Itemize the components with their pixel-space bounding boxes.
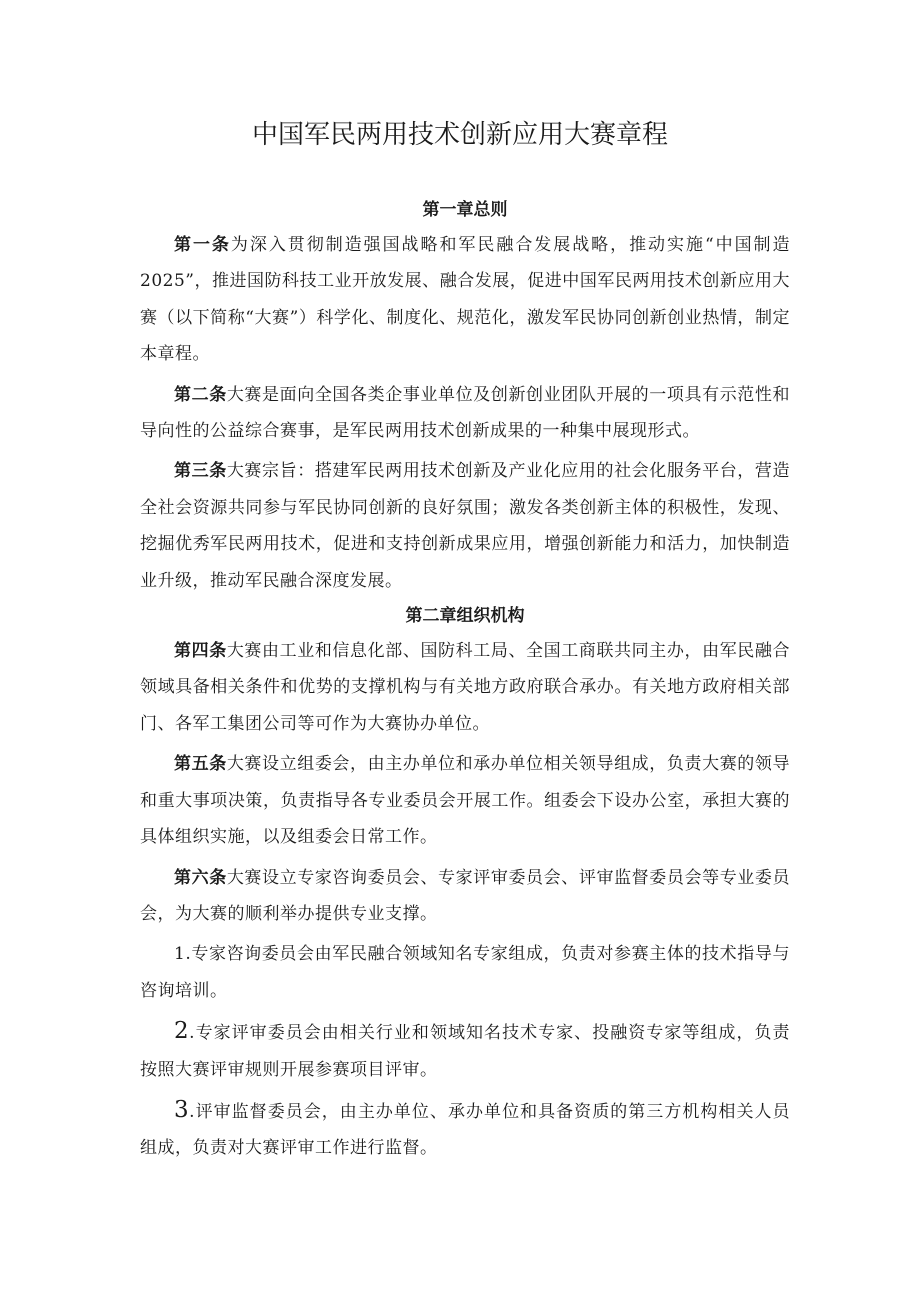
chapter-2-heading: 第二章组织机构: [405, 606, 525, 627]
article-2: [140, 377, 790, 450]
sub-item-2: [140, 1013, 790, 1088]
article-1-text: 为深入贯彻制造强国战略和军民融合发展战略，推动实施“中国制造2025”，推进国防科技工业开放发展、融合发展，促进中国军民两用技术创新应用大赛（以下简称“大赛”）科学化、制度化、规范化，激发军民协同创新创业热情，制定本章程。: [140, 235, 790, 365]
article-4: [140, 633, 790, 742]
sub-item-3-text: .评审监督委员会，由主办单位、承办单位和具备资质的第三方机构相关人员组成，负责对大赛评审工作进行监督。: [140, 1101, 790, 1159]
chapter-1-heading: 第一章总则: [422, 200, 508, 220]
article-2-label: 第二条: [174, 384, 227, 405]
article-3: [140, 453, 790, 599]
article-5: [140, 746, 790, 855]
sub-item-1: [140, 936, 790, 1009]
article-6-label: 第六条: [174, 867, 227, 888]
article-4-label: 第四条: [174, 641, 227, 662]
sub-item-3: [140, 1092, 790, 1167]
document-title: 中国军民两用技术创新应用大赛章程: [251, 120, 668, 150]
sub-item-1-text: 专家咨询委员会由军民融合领域知名专家组成，负责对参赛主体的技术指导与咨询培训。: [140, 944, 790, 1001]
article-6: [140, 860, 790, 933]
document-body: [140, 193, 790, 1167]
article-6-text: 大赛设立专家咨询委员会、专家评审委员会、评审监督委员会等专业委员会，为大赛的顺利举办提供专业支撑。: [140, 867, 791, 924]
sub-item-1-number: 1.: [174, 944, 192, 965]
article-4-text: 大赛由工业和信息化部、国防科工局、全国工商联共同主办，由军民融合领域具备相关条件和优势的支撑机构与有关地方政府联合承办。有关地方政府相关部门、各军工集团公司等可作为大赛协办单位。: [140, 641, 791, 734]
article-5-label: 第五条: [174, 754, 227, 775]
article-1: [140, 227, 790, 373]
article-1-label: 第一条: [174, 235, 231, 255]
article-3-text: 大赛宗旨：搭建军民两用技术创新及产业化应用的社会化服务平台，营造全社会资源共同参与军民协同创新的良好氛围；激发各类创新主体的积极性，发现、挖掘优秀军民两用技术，促进和支持创新成果应用，增强创新能力和活力，加快制造业升级，推动军民融合深度发展。: [140, 461, 791, 591]
sub-item-3-number: 3: [174, 1096, 190, 1123]
sub-item-2-number: 2: [174, 1018, 190, 1045]
article-2-text: 大赛是面向全国各类企事业单位及创新创业团队开展的一项具有示范性和导向性的公益综合赛事，是军民两用技术创新成果的一种集中展现形式。: [140, 384, 791, 442]
article-3-label: 第三条: [174, 461, 227, 482]
article-5-text: 大赛设立组委会，由主办单位和承办单位相关领导组成，负责大赛的领导和重大事项决策，负责指导各专业委员会开展工作。组委会下设办公室，承担大赛的具体组织实施，以及组委会日常工作。: [140, 754, 791, 848]
sub-item-2-text: .专家评审委员会由相关行业和领域知名技术专家、投融资专家等组成，负责按照大赛评审规则开展参赛项目评审。: [140, 1023, 790, 1080]
